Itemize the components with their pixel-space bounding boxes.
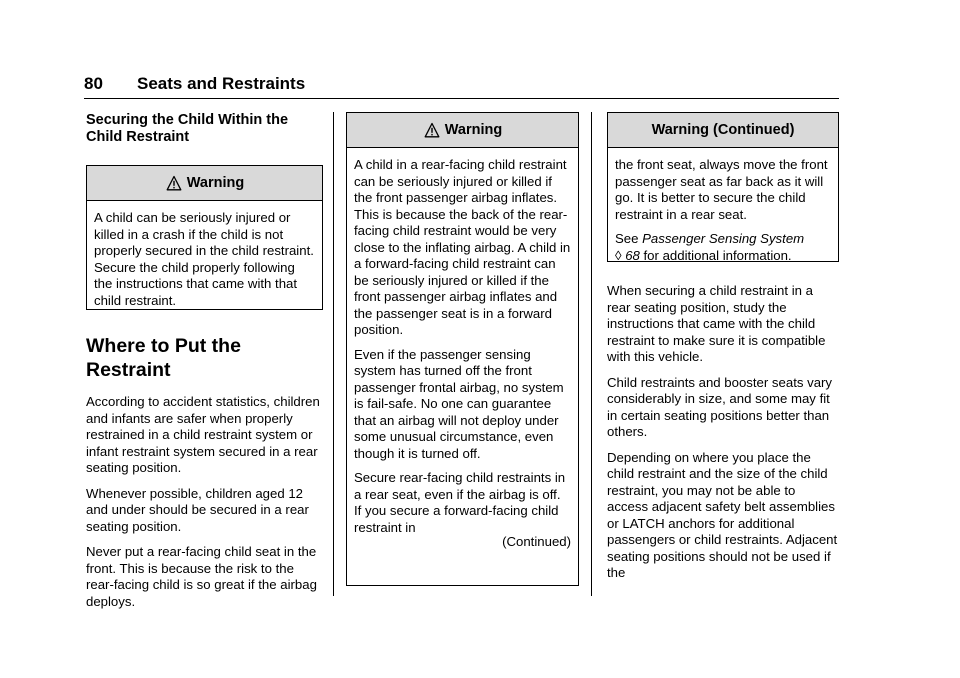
subheading-line: Securing the Child Within the	[86, 112, 289, 128]
heading-where-to-put	[86, 334, 323, 382]
page-header	[84, 72, 839, 99]
warning-body	[347, 148, 578, 556]
warning-title: Warning	[444, 122, 503, 138]
warning-title: Warning	[186, 175, 245, 191]
see-prefix: See	[615, 231, 643, 246]
column-right	[607, 112, 839, 591]
column-divider	[333, 112, 334, 596]
continued-label: (Continued)	[502, 534, 571, 549]
cross-reference-link[interactable]: Passenger Sensing System	[642, 231, 805, 246]
warning-body	[608, 148, 838, 277]
see-suffix: for additional information.	[639, 247, 792, 263]
paragraph: When securing a child restraint in a rear seating position, study the instructions that came with the child restraint to make sure it is compatible with this vehicle.	[607, 283, 826, 364]
paragraph: Never put a rear-facing child seat in the front. This is because the risk to the rear-facing child is so great if the airbag deploys.	[86, 544, 317, 609]
paragraph: According to accident statistics, children and infants are safer when properly restrained in a child restraint system or infant restraint system secured in a rear seating position.	[86, 394, 320, 475]
warning-box	[346, 112, 579, 586]
subheading-securing-child	[86, 112, 323, 146]
warning-box	[86, 165, 323, 310]
column-divider	[591, 112, 592, 596]
warning-header	[87, 166, 322, 201]
heading-line: Restraint	[86, 359, 171, 381]
warning-paragraph: A child in a rear-facing child restraint can be seriously injured or killed if the front passenger airbag inflates. This is because the back of the rear-facing child restraint would be very close to the inflating airbag. A child in a forward-facing child restraint can be seriously injured or killed if the front passenger airbag inflates and the passenger seat is in a forward position.	[354, 157, 571, 337]
paragraph: Whenever possible, children aged 12 and under should be secured in a rear seating position.	[86, 485, 309, 534]
column-left	[86, 112, 323, 619]
warning-text: A child can be seriously injured or killed in a crash if the child is not properly secured in the child restraint. Secure the child properly following the instructions that came with that child restraint.	[94, 210, 314, 308]
warning-paragraph: Secure rear-facing child restraints in a rear seat, even if the airbag is off. If you secure a forward-facing child restraint in	[354, 470, 566, 535]
warning-title: Warning (Continued)	[651, 122, 795, 138]
warning-header	[347, 113, 578, 148]
warning-paragraph: the front seat, always move the front passenger seat as far back as it will go. It is better to secure the child restraint in a rear seat.	[615, 157, 828, 222]
warning-paragraph: Even if the passenger sensing system has turned off the front passenger frontal airbag, no system is fail-safe. No one can guarantee that an airbag will not deploy under some unusual circumstance, even though it is turned off.	[354, 346, 564, 461]
warning-header	[608, 113, 838, 148]
paragraph: Depending on where you place the child restraint and the size of the child restraint, you may not be able to access adjacent safety belt assemblies or LATCH anchors for additional passengers or child restraints. Adjacent seating positions should not be used if the	[607, 449, 838, 580]
column-middle	[346, 112, 579, 586]
section-title: Seats and Restraints	[137, 74, 306, 93]
subheading-line: Child Restraint	[86, 129, 190, 145]
see-reference	[615, 231, 831, 264]
heading-line: Where to Put the	[86, 335, 241, 357]
paragraph: Child restraints and booster seats vary considerably in size, and some may fit in certain seating positions better than others.	[607, 374, 833, 439]
page-number: 80	[84, 74, 103, 93]
warning-box-continued	[607, 112, 839, 262]
cross-reference-page[interactable]: 68	[625, 247, 640, 263]
page-arrow-icon: ◊	[615, 247, 626, 263]
warning-icon	[165, 174, 183, 192]
warning-body	[87, 201, 322, 322]
warning-icon	[423, 121, 441, 139]
